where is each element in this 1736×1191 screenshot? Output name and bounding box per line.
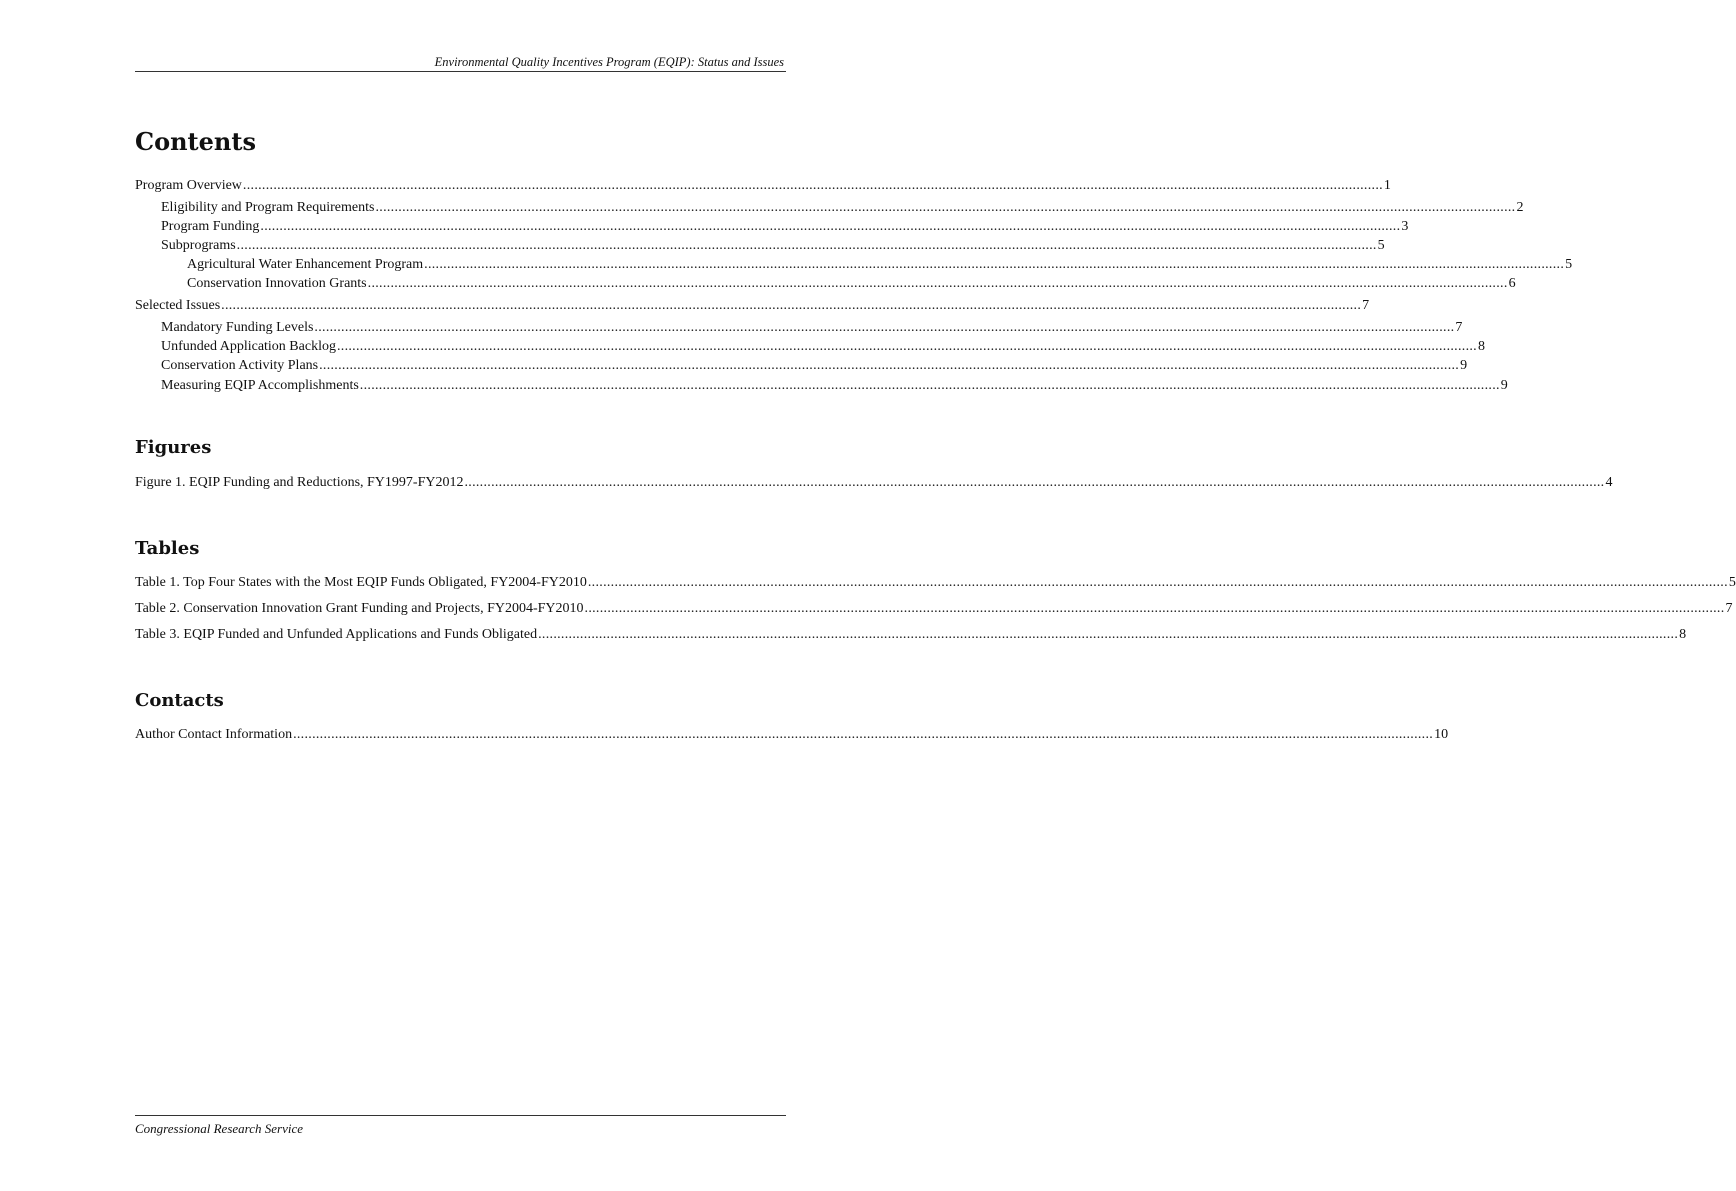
running-footer xyxy=(135,1115,786,1136)
dot-leader: ............................................................................................................................................................................................................................................................................................................ xyxy=(424,257,1565,272)
dot-leader: ............................................................................................................................................................................................................................................................................................................ xyxy=(260,219,1401,234)
toc-entry-measuring-accomplishments[interactable] xyxy=(161,378,1508,394)
toc-entry-page: 9 xyxy=(1460,358,1468,373)
toc-entry-label: Eligibility and Program Requirements xyxy=(161,200,375,215)
toc-entry-table-3[interactable] xyxy=(135,627,1687,643)
toc-entry-page: 5 xyxy=(1377,238,1385,253)
toc-entry-label: Table 2. Conservation Innovation Grant Funding and Projects, FY2004-FY2010 xyxy=(135,601,584,616)
toc-entry-figure-1[interactable] xyxy=(135,475,1613,491)
dot-leader: ............................................................................................................................................................................................................................................................................................................ xyxy=(221,298,1362,313)
tables-heading: Tables xyxy=(135,538,200,559)
dot-leader: ............................................................................................................................................................................................................................................................................................................ xyxy=(587,575,1728,590)
toc-entry-label: Selected Issues xyxy=(135,298,221,313)
toc-entry-page: 10 xyxy=(1434,727,1449,742)
toc-entry-agricultural-water[interactable] xyxy=(187,257,1573,273)
toc-entry-selected-issues[interactable] xyxy=(135,298,1370,314)
dot-leader: ............................................................................................................................................................................................................................................................................................................ xyxy=(584,601,1725,616)
toc-entry-label: Program Overview xyxy=(135,178,242,193)
footer-text: Congressional Research Service xyxy=(135,1121,303,1136)
dot-leader: ............................................................................................................................................................................................................................................................................................................ xyxy=(242,178,1383,193)
toc-entry-label: Table 1. Top Four States with the Most EQIP Funds Obligated, FY2004-FY2010 xyxy=(135,575,587,590)
toc-entry-page: 1 xyxy=(1383,178,1391,193)
toc-entry-author-contact[interactable] xyxy=(135,727,1449,743)
dot-leader: ............................................................................................................................................................................................................................................................................................................ xyxy=(236,238,1377,253)
header-title: Environmental Quality Incentives Program (EQIP): Status and Issues xyxy=(434,55,784,69)
toc-entry-page: 6 xyxy=(1508,276,1516,291)
toc-entry-label: Author Contact Information xyxy=(135,727,293,742)
dot-leader: ............................................................................................................................................................................................................................................................................................................ xyxy=(293,727,1434,742)
running-header xyxy=(135,53,786,72)
toc-entry-page: 3 xyxy=(1401,219,1409,234)
dot-leader: ............................................................................................................................................................................................................................................................................................................ xyxy=(375,200,1516,215)
toc-entry-table-2[interactable] xyxy=(135,601,1733,617)
toc-entry-subprograms[interactable] xyxy=(161,238,1385,254)
toc-entry-label: Unfunded Application Backlog xyxy=(161,339,336,354)
toc-entry-page: 4 xyxy=(1605,475,1613,490)
toc-entry-eligibility[interactable] xyxy=(161,200,1524,216)
toc-entry-page: 7 xyxy=(1362,298,1370,313)
toc-entry-label: Program Funding xyxy=(161,219,260,234)
toc-entry-label: Conservation Innovation Grants xyxy=(187,276,367,291)
toc-entry-page: 8 xyxy=(1477,339,1485,354)
figures-heading: Figures xyxy=(135,437,212,458)
toc-entry-label: Subprograms xyxy=(161,238,236,253)
contents-heading: Contents xyxy=(135,127,256,156)
toc-entry-page: 9 xyxy=(1500,378,1508,393)
toc-entry-page: 7 xyxy=(1455,320,1463,335)
toc-entry-label: Mandatory Funding Levels xyxy=(161,320,314,335)
dot-leader: ............................................................................................................................................................................................................................................................................................................ xyxy=(359,378,1500,393)
dot-leader: ............................................................................................................................................................................................................................................................................................................ xyxy=(538,627,1679,642)
toc-entry-label: Measuring EQIP Accomplishments xyxy=(161,378,359,393)
toc-entry-page: 5 xyxy=(1565,257,1573,272)
toc-entry-label: Table 3. EQIP Funded and Unfunded Applications and Funds Obligated xyxy=(135,627,538,642)
toc-entry-conservation-activity-plans[interactable] xyxy=(161,358,1468,374)
toc-entry-page: 8 xyxy=(1679,627,1687,642)
dot-leader: ............................................................................................................................................................................................................................................................................................................ xyxy=(314,320,1455,335)
dot-leader: ............................................................................................................................................................................................................................................................................................................ xyxy=(336,339,1477,354)
toc-entry-label: Figure 1. EQIP Funding and Reductions, FY1997-FY2012 xyxy=(135,475,464,490)
toc-entry-label: Conservation Activity Plans xyxy=(161,358,319,373)
toc-entry-mandatory-funding[interactable] xyxy=(161,320,1463,336)
toc-entry-conservation-innovation-grants[interactable] xyxy=(187,276,1516,292)
toc-entry-program-funding[interactable] xyxy=(161,219,1409,235)
toc-entry-table-1[interactable] xyxy=(135,575,1736,591)
toc-entry-page: 7 xyxy=(1725,601,1733,616)
dot-leader: ............................................................................................................................................................................................................................................................................................................ xyxy=(464,475,1605,490)
toc-entry-unfunded-backlog[interactable] xyxy=(161,339,1485,355)
dot-leader: ............................................................................................................................................................................................................................................................................................................ xyxy=(367,276,1508,291)
dot-leader: ............................................................................................................................................................................................................................................................................................................ xyxy=(319,358,1460,373)
toc-entry-page: 5 xyxy=(1728,575,1736,590)
toc-entry-program-overview[interactable] xyxy=(135,178,1391,194)
toc-entry-page: 2 xyxy=(1516,200,1524,215)
toc-entry-label: Agricultural Water Enhancement Program xyxy=(187,257,424,272)
contacts-heading: Contacts xyxy=(135,690,224,711)
